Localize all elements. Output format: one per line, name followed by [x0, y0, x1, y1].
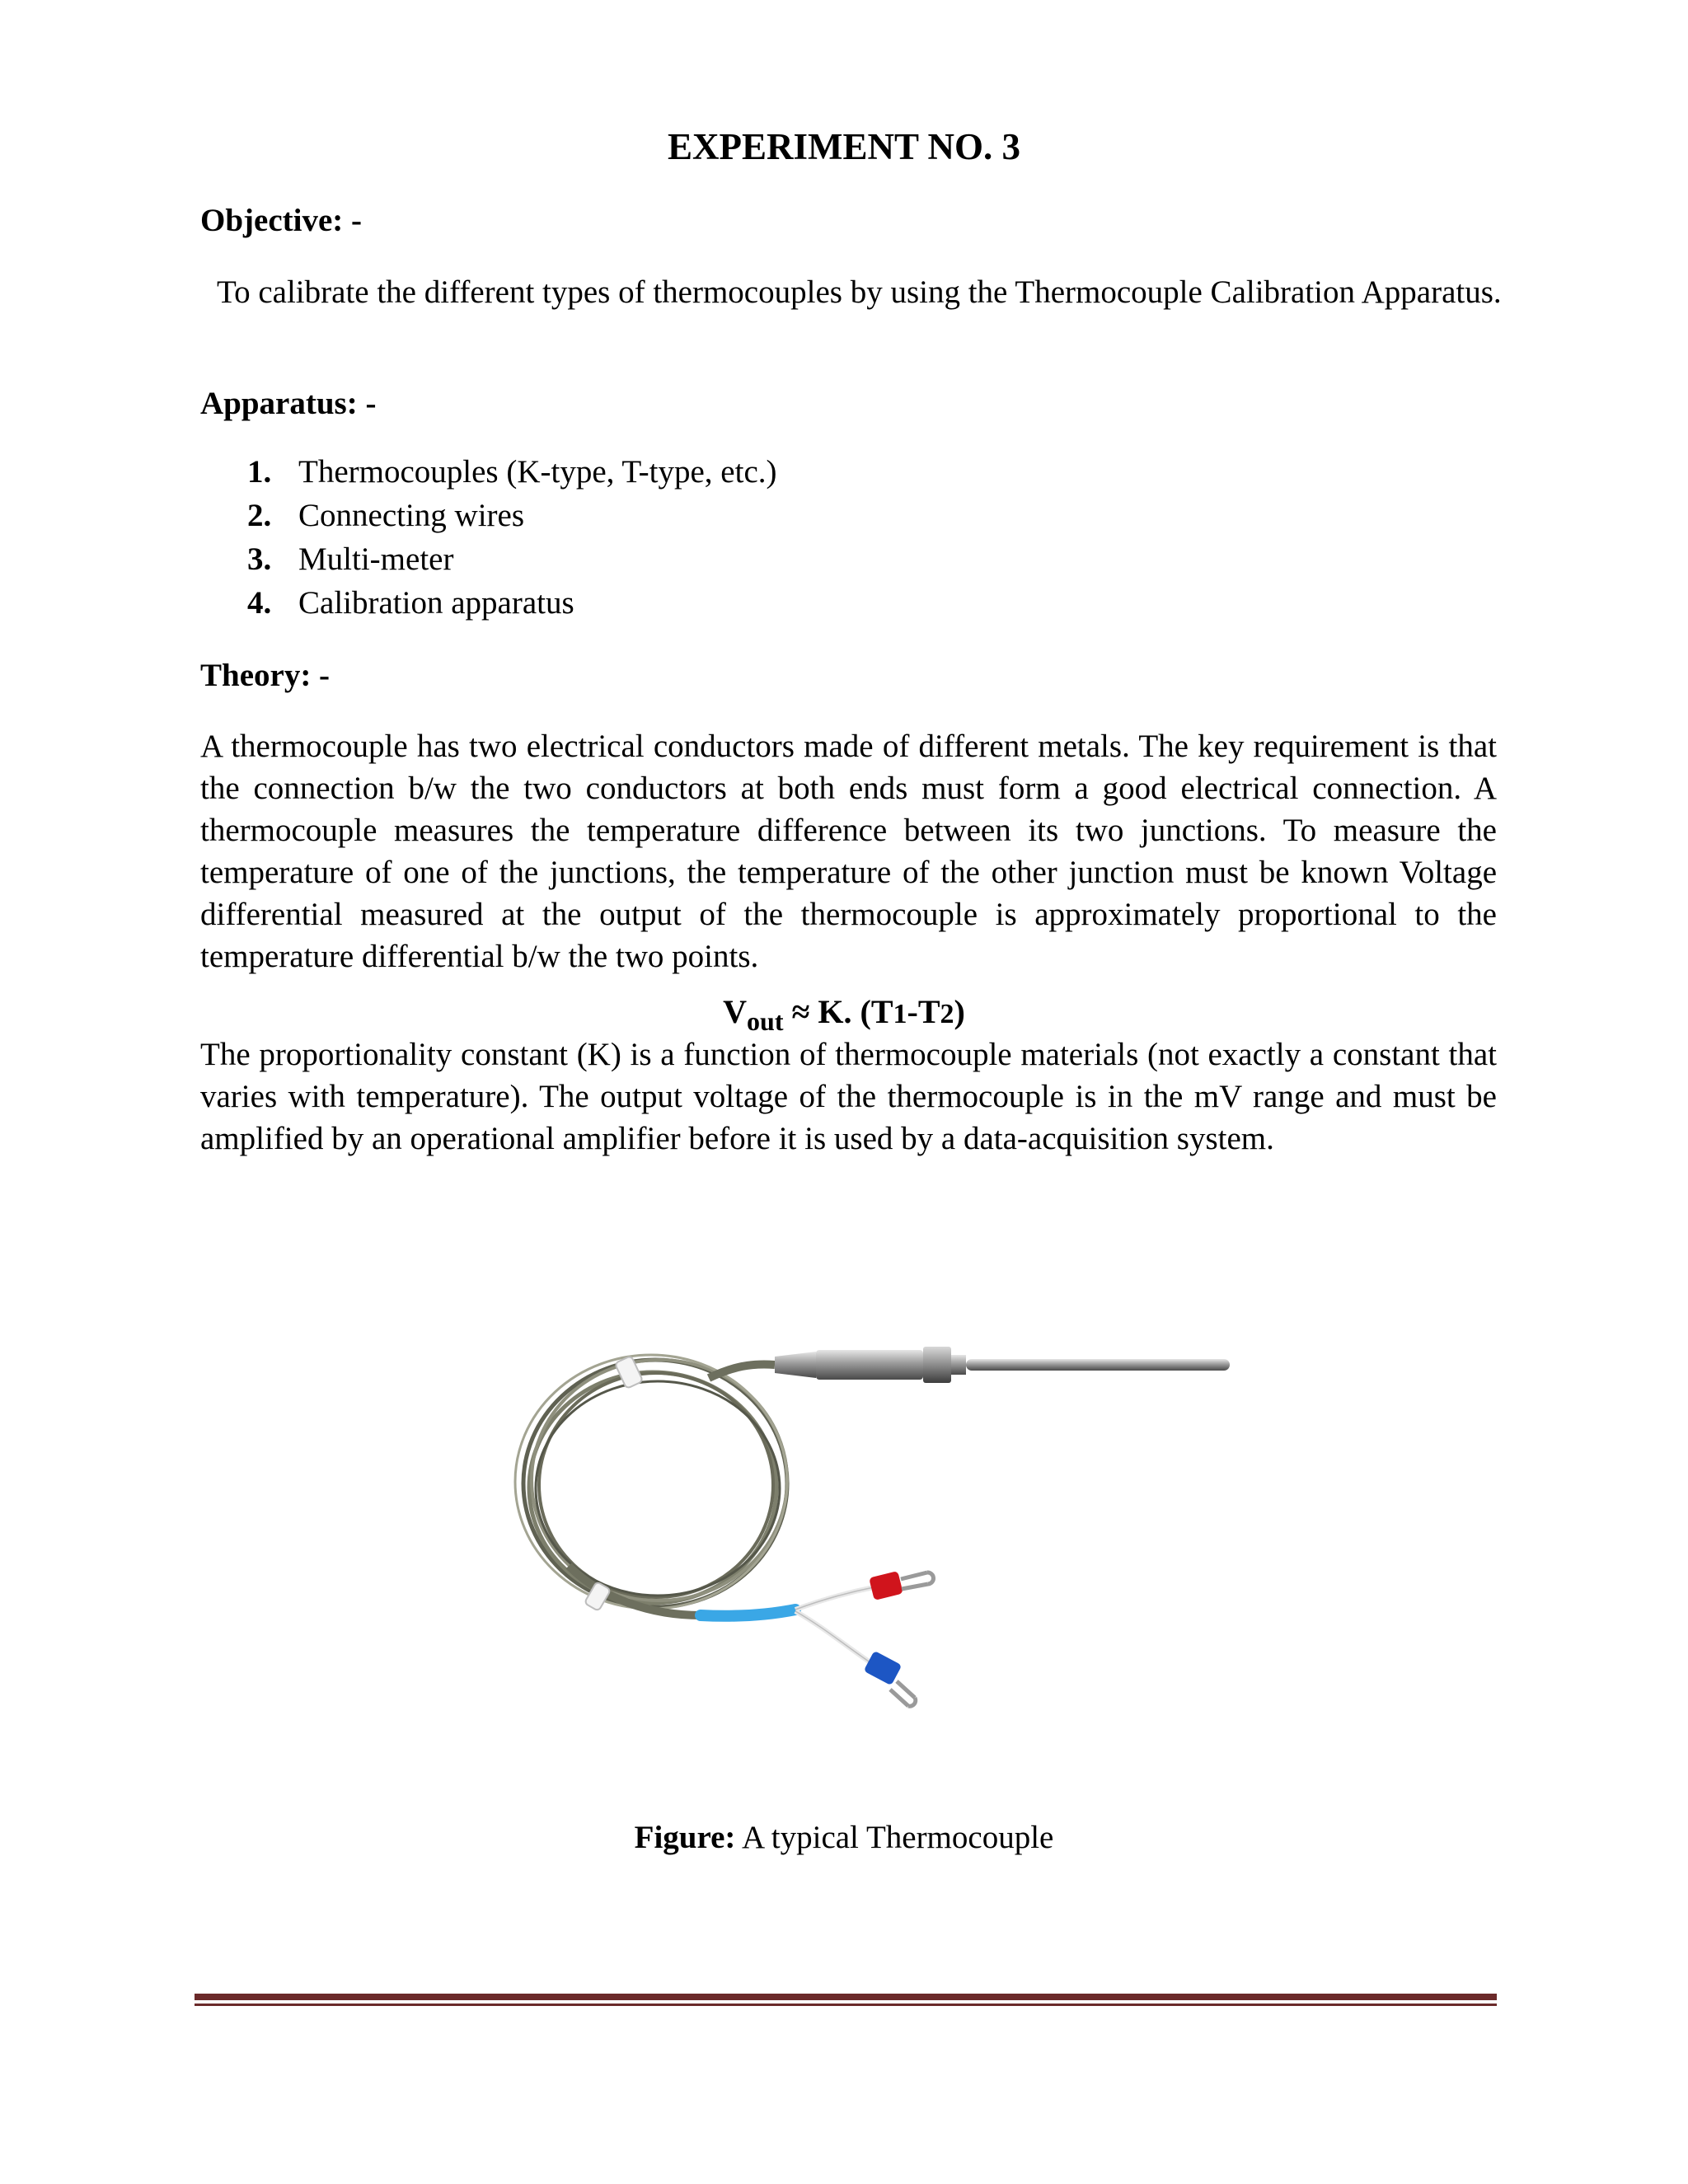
- formula-dash: -T: [907, 993, 940, 1030]
- objective-text: To calibrate the different types of thermocouples by using the Thermocouple Calibration Apparatus.: [217, 274, 1502, 310]
- list-item: [247, 450, 777, 494]
- formula-t2-index: 2: [940, 999, 954, 1029]
- thermocouple-figure: [462, 1327, 1253, 1747]
- footer-rule-thick: [195, 1994, 1497, 2000]
- blue-terminal-fork: [890, 1681, 916, 1706]
- objective-heading: Objective: -: [200, 203, 362, 238]
- list-number: 4.: [247, 585, 272, 621]
- list-item: [247, 537, 777, 581]
- formula: [0, 991, 1688, 1035]
- list-label: Calibration apparatus: [298, 585, 574, 621]
- apparatus-list: [247, 450, 777, 625]
- formula-t1-index: 1: [893, 999, 907, 1029]
- apparatus-heading: Apparatus: -: [200, 386, 377, 421]
- probe-thread: [951, 1355, 966, 1375]
- braided-cable: [515, 1355, 787, 1609]
- caption-label: Figure:: [634, 1820, 736, 1855]
- formula-middle: ≈ K. (T: [783, 993, 893, 1030]
- list-label: Multi-meter: [298, 541, 454, 577]
- list-item: [247, 494, 777, 537]
- red-terminal-fork: [901, 1572, 934, 1589]
- page-title: EXPERIMENT NO. 3: [668, 126, 1020, 167]
- blue-terminal: [864, 1651, 903, 1686]
- theory-heading: Theory: -: [200, 658, 331, 693]
- theory-paragraph: A thermocouple has two electrical conductors made of different metals. The key requirement is that the connection b/w the two conductors at both ends must form a good electrical connection. A thermocouple measures the temperature difference between its two junctions. To measure the temperature of one of the junctions, the temperature of the other junction must be known Voltage differential measured at the output of the thermocouple is approximately proportional to the temperature differential b/w the two points.: [200, 729, 1497, 974]
- list-number: 2.: [247, 498, 272, 533]
- list-label: Connecting wires: [298, 498, 525, 533]
- cable-to-probe: [709, 1365, 775, 1378]
- formula-close: ): [954, 993, 965, 1030]
- probe-sheath: [966, 1359, 1230, 1371]
- blue-sleeve: [701, 1610, 795, 1616]
- probe-transition: [775, 1352, 816, 1378]
- list-item: [247, 581, 777, 625]
- probe-nut: [923, 1347, 951, 1383]
- list-label: Thermocouples (K-type, T-type, etc.): [298, 454, 777, 490]
- red-terminal: [869, 1571, 903, 1601]
- list-number: 3.: [247, 541, 272, 577]
- lead-upper: [795, 1587, 874, 1610]
- caption-text: A typical Thermocouple: [735, 1820, 1054, 1855]
- figure-caption: [0, 1817, 1688, 1858]
- thermocouple-illustration: [462, 1327, 1253, 1747]
- formula-v-subscript: out: [747, 1006, 784, 1036]
- theory-paragraph-2: The proportionality constant (K) is a function of thermocouple materials (not exactly a constant that varies with temperature). The output voltage of the thermocouple is in the mV range and must be amplified by an operational amplifier before it is used by a data-acquisition system.: [200, 1037, 1497, 1156]
- formula-v: V: [723, 993, 748, 1030]
- footer-rule-thin: [195, 2004, 1497, 2006]
- list-number: 1.: [247, 454, 272, 490]
- probe-body: [816, 1350, 923, 1380]
